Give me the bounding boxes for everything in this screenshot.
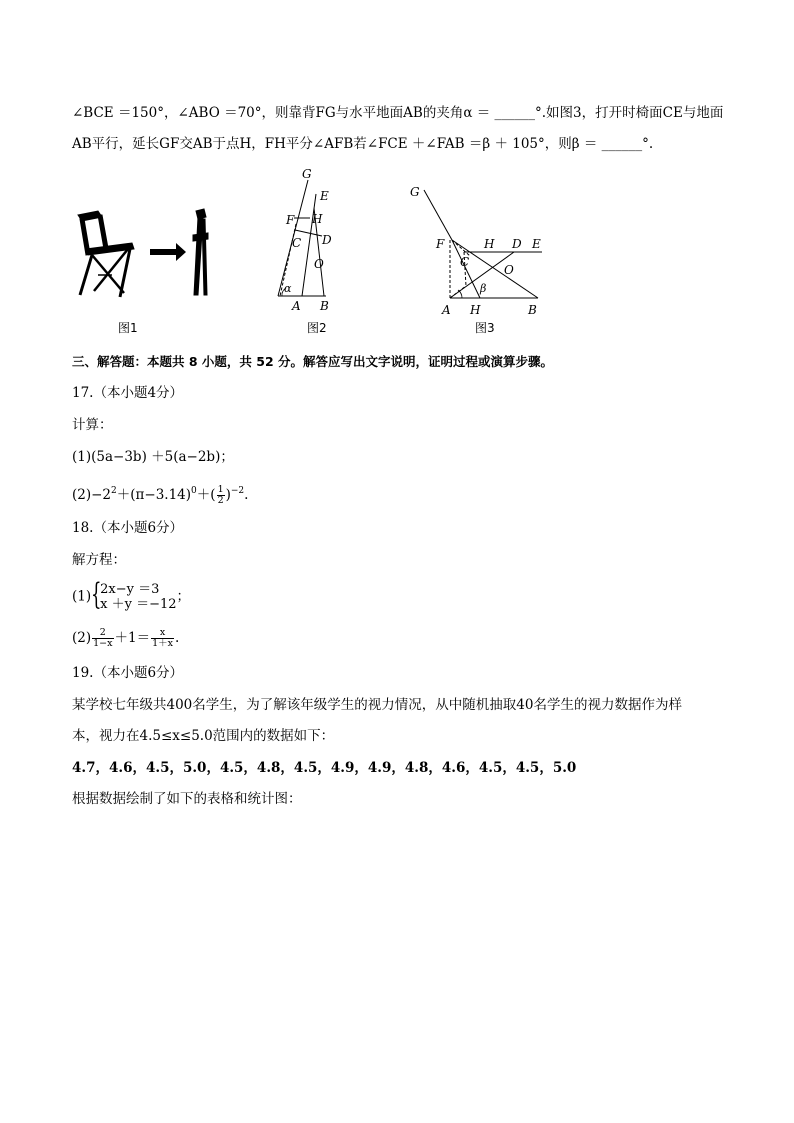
fig3-label-A: A bbox=[442, 303, 451, 317]
fig3-label-E: E bbox=[532, 237, 541, 251]
fig3-label-C: C bbox=[460, 255, 470, 269]
fig3-label-F: F bbox=[436, 237, 445, 251]
fig2-label-alpha: α bbox=[284, 282, 292, 295]
fig2-label-G: G bbox=[302, 168, 312, 181]
fig3-caption: 图3 bbox=[475, 321, 495, 335]
fig2-diagram bbox=[266, 168, 356, 316]
fig2-caption: 图2 bbox=[307, 321, 327, 335]
q18-part1: (1) { 2x−y ＝3 x ＋y ＝−12 ； bbox=[72, 577, 191, 612]
equation-system: { 2x−y ＝3 x ＋y ＝−12 bbox=[91, 577, 177, 612]
fig3-label-O: O bbox=[504, 263, 514, 277]
fig1-chair-illustration bbox=[72, 205, 222, 305]
fig2-label-H: H bbox=[312, 212, 323, 226]
fig1-caption: 图1 bbox=[118, 321, 138, 335]
fig3-label-beta: β bbox=[480, 282, 487, 295]
problem16-line2: AB平行，延长GF交AB于点H，FH平分∠AFB若∠FCE ＋∠FAB ＝β ＋ 105°，则β ＝ ______°. bbox=[72, 136, 654, 152]
q17-instruction: 计算： bbox=[72, 417, 113, 433]
fig2-label-O: O bbox=[314, 257, 324, 271]
q18-title: 18.（本小题6分） bbox=[72, 520, 184, 536]
fig2-label-F: F bbox=[286, 213, 295, 227]
q17-part2: $(2)-2^2+(\pi-3.14)^0+$( $\frac{1}{2}$ )$^{-2}$. bbox=[72, 484, 249, 506]
fig3-label-B: B bbox=[528, 303, 537, 317]
fig2-label-B: B bbox=[320, 299, 329, 313]
fig3-label-H-top: H bbox=[484, 237, 495, 251]
q17-title: 17.（本小题4分） bbox=[72, 385, 184, 401]
fig3-label-G: G bbox=[410, 185, 420, 199]
q19-text1: 某学校七年级共400名学生，为了解该年级学生的视力情况，从中随机抽取40名学生的视力数据作为样 bbox=[72, 697, 682, 713]
q19-data: 4.7，4.6，4.5，5.0，4.5，4.8，4.5，4.9，4.9，4.8，4.6，4.5，4.5，5.0 bbox=[72, 760, 577, 776]
q17-part1: (1)(5a−3b) ＋5(a−2b)； bbox=[72, 449, 234, 465]
q17-fraction: $\frac{1}{2}$ bbox=[217, 484, 224, 506]
problem16-line1: ∠BCE ＝150°，∠ABO ＝70°，则靠背FG与水平地面AB的夹角α ＝ ______°.如图3，打开时椅面CE与地面 bbox=[72, 105, 724, 121]
q19-title: 19.（本小题6分） bbox=[72, 665, 184, 681]
fig2-label-E: E bbox=[320, 189, 329, 203]
q19-text3: 根据数据绘制了如下的表格和统计图： bbox=[72, 791, 302, 807]
q18-part2: (2) $\frac{2}{1-x}$ ＋1＝ $\frac{x}{1+x}$ . bbox=[72, 627, 180, 649]
q18-instruction: 解方程： bbox=[72, 552, 126, 568]
section3-heading: 三、解答题：本题共 8 小题，共 52 分。解答应写出文字说明，证明过程或演算步骤。 bbox=[72, 354, 554, 369]
fig2-label-A: A bbox=[292, 299, 301, 313]
fig2-label-D: D bbox=[322, 233, 332, 247]
fig2-label-C: C bbox=[292, 236, 302, 250]
fig3-label-H-bottom: H bbox=[470, 303, 481, 317]
fig3-label-D: D bbox=[512, 237, 522, 251]
q19-text2: 本，视力在4.5≤x≤5.0范围内的数据如下： bbox=[72, 728, 335, 744]
fig3-diagram bbox=[402, 178, 562, 318]
